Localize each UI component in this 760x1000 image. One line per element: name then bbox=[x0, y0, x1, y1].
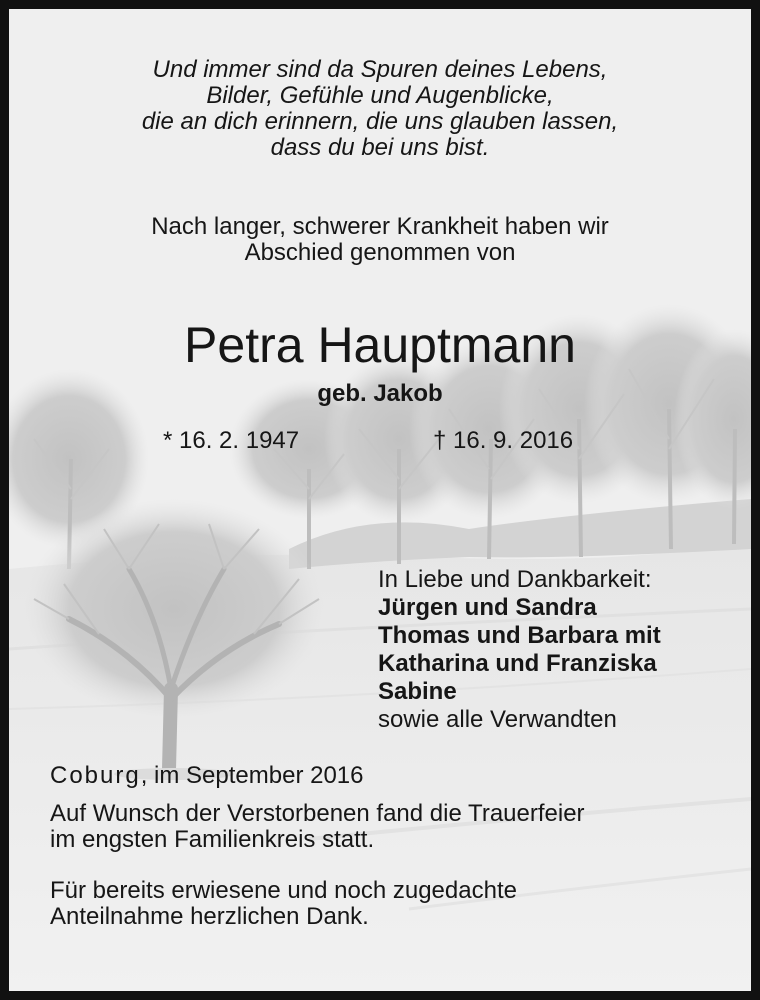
memorial-poem bbox=[9, 57, 751, 161]
mourners-others: sowie alle Verwandten bbox=[378, 706, 617, 733]
maiden-name: geb. Jakob bbox=[317, 380, 443, 407]
poem-line: Und immer sind da Spuren deines Lebens, bbox=[152, 56, 608, 83]
intro-line: Abschied genommen von bbox=[244, 239, 516, 266]
place-date bbox=[50, 761, 364, 791]
birth-date: * 16. 2. 1947 bbox=[163, 427, 300, 454]
mourner-name: Sabine bbox=[378, 678, 457, 705]
note-line: Auf Wunsch der Verstorbenen fand die Trauerfeier bbox=[50, 800, 585, 827]
place-city: Coburg bbox=[50, 762, 141, 789]
mourners-block bbox=[378, 566, 661, 734]
death-date: † 16. 9. 2016 bbox=[433, 427, 574, 454]
thanks-text bbox=[50, 878, 517, 930]
mourner-name: Thomas und Barbara mit bbox=[378, 622, 661, 649]
poem-line: Bilder, Gefühle und Augenblicke, bbox=[206, 82, 554, 109]
poem-line: die an dich erinnern, die uns glauben lassen, bbox=[141, 108, 619, 135]
intro-line: Nach langer, schwerer Krankheit haben wir bbox=[151, 213, 609, 240]
deceased-name: Petra Hauptmann bbox=[184, 317, 576, 373]
note-line: im engsten Familienkreis statt. bbox=[50, 826, 375, 853]
mourners-heading: In Liebe und Dankbarkeit: bbox=[378, 566, 652, 593]
thanks-line: Anteilnahme herzlichen Dank. bbox=[50, 903, 369, 930]
mourner-name: Jürgen und Sandra bbox=[378, 594, 597, 621]
mourner-name: Katharina und Franziska bbox=[378, 650, 657, 677]
funeral-note bbox=[50, 801, 585, 853]
poem-line: dass du bei uns bist. bbox=[270, 134, 490, 161]
place-date-text: , im September 2016 bbox=[140, 762, 364, 789]
thanks-line: Für bereits erwiesene und noch zugedachte bbox=[50, 877, 517, 904]
intro-text bbox=[9, 214, 751, 266]
